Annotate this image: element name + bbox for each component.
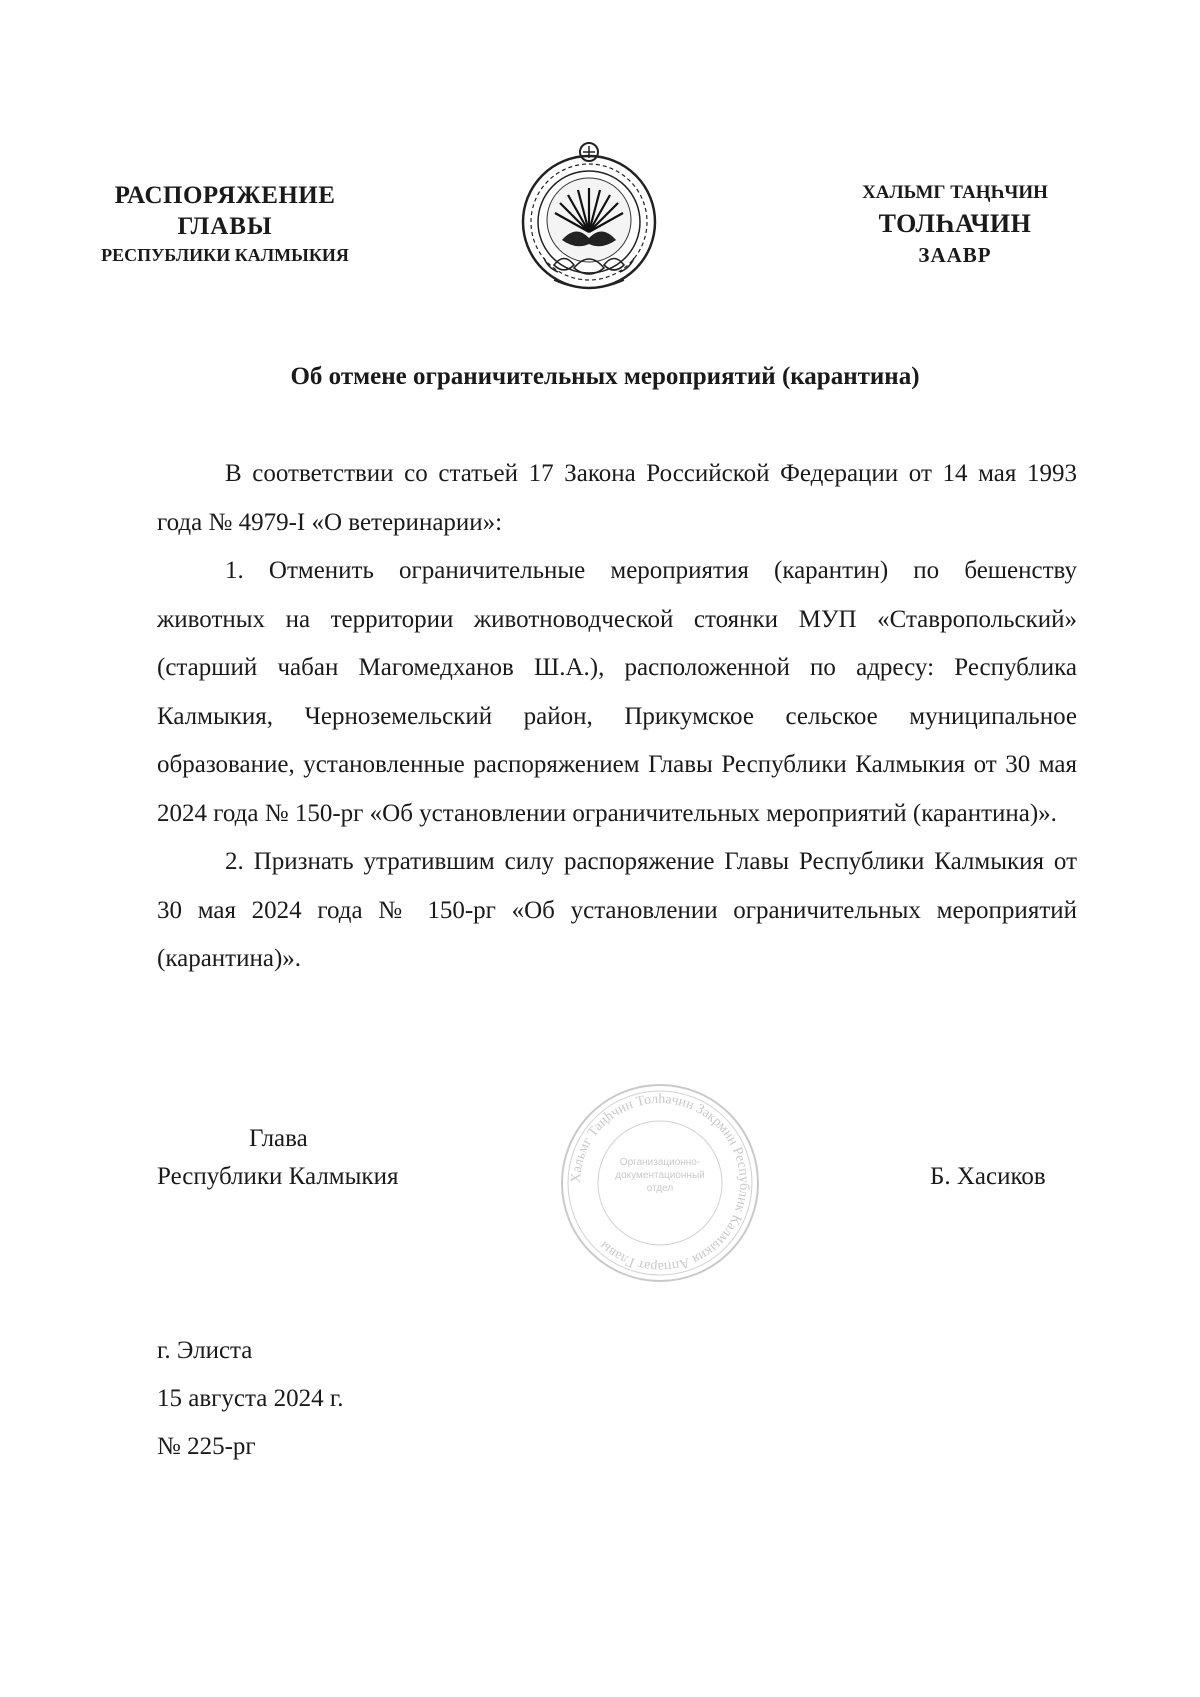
header-right-line2: ТОЛҺАЧИН <box>878 209 1032 238</box>
preamble-paragraph: В соответствии со статьей 17 Закона Российской Федерации от 14 мая 1993 года № 4979-I «О ветеринарии»: <box>157 460 1077 536</box>
header-right-line1: ХАЛЬМГ ТАҢҺЧИН <box>862 182 1048 203</box>
header-right-line3: ЗААВР <box>918 243 992 267</box>
header-left-line3: РЕСПУБЛИКИ КАЛМЫКИЯ <box>101 245 349 265</box>
document-title: Об отмене ограничительных мероприятий (карантина) <box>290 363 920 390</box>
seal-center-text: Организационно-документационный отдел <box>615 1157 705 1194</box>
item-2-paragraph: 2. Признать утратившим силу распоряжение Главы Республики Калмыкия от 30 мая 2024 года № 150-рг «Об установлении ограничительных мероприятий (карантина)». <box>157 848 1077 972</box>
document-body <box>157 450 1077 984</box>
footer-number: № 225-рг <box>157 1433 256 1460</box>
document-footer <box>157 1327 344 1471</box>
signatory-name: Б. Хасиков <box>930 1163 1046 1190</box>
header-left-line1: РАСПОРЯЖЕНИЕ <box>114 182 336 209</box>
item-1-paragraph: 1. Отменить ограничительные мероприятия (карантин) по бешенству животных на территории животноводческой стоянки МУП «Ставропольский» (старший чабан Магомедханов Ш.А.), расположенной по адресу: Республика Калмыкия, Черноземельский район, Прикумское сельское муниципальное образование, установленные распоряжением Главы Республики Калмыкия от 30 мая 2024 года № 150-рг «Об установлении ограничительных мероприятий (карантина)». <box>157 557 1077 827</box>
footer-city: г. Элиста <box>157 1337 253 1364</box>
official-seal-icon <box>555 1078 765 1288</box>
footer-date: 15 августа 2024 г. <box>157 1385 344 1412</box>
header-right <box>815 178 1095 270</box>
seal-ring-text: Хальмг Таңһчин Толһачин Закрмин Республик Калмыкия Аппарат Главы <box>568 1091 752 1275</box>
header-left <box>75 180 375 268</box>
signature-position-line2: Республики Калмыкия <box>157 1163 399 1190</box>
signature-position <box>157 1120 398 1196</box>
signature-position-line1: Глава <box>249 1125 308 1152</box>
header-left-line2: ГЛАВЫ <box>177 213 273 240</box>
kalmykia-emblem-icon <box>514 140 664 300</box>
